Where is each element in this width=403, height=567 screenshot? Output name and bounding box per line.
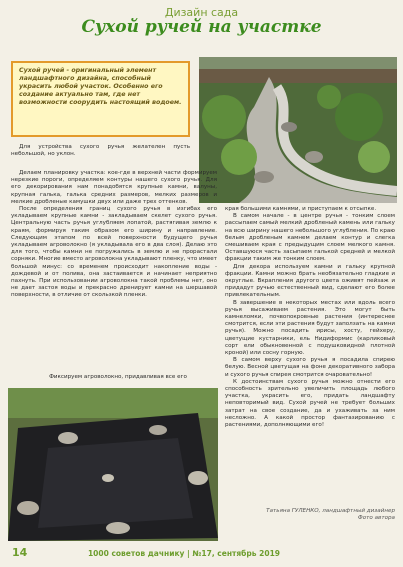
text-column-2 — [225, 206, 395, 429]
paragraph: В завершение в некоторых местах или вдоль всего ручья высаживаем растения. Это могут быть камнеломки, почвопокровные растения (интереснее смотрится, если эти растения будут заползать на камни ручья). Можно посадить ирисы, хосту, гейхеру, цветущие кустарники, ель Нидиформис (карликовый сорт ели обыкновенной с подушковидной плотной кроной) или сосну горную. — [225, 299, 395, 357]
page-number: 14 — [12, 546, 28, 559]
section-title: Дизайн сада — [164, 6, 239, 19]
paragraph: Для декора используем камни и гальку крупной фракции. Камни можно брать необязательно гладкие и округлые. Вкрапления другого цвета оживят пейзаж и придадут ручью естественный вид, сделают его более привлекательным. — [225, 263, 395, 299]
text-column-1-top — [11, 144, 190, 158]
author-name: Татьяна ГУЛЕНКО, ландшафтный дизайнер — [266, 508, 395, 514]
author-signature — [225, 508, 395, 522]
article-title: Сухой ручей на участке — [81, 17, 322, 37]
paragraph: В самом верху сухого ручья я посадила спирею белую. Весной цветущая на фоне декоративного забора и сухого ручья спирея смотрится очаровательно! — [225, 357, 395, 378]
lead-text: Сухой ручей - оригинальный элемент ландшафтного дизайна, способный украсить любой участок. Особенно его создание актуально там, где нет возможности соорудить настоящий водоем. — [19, 67, 182, 106]
text-column-1 — [11, 170, 217, 300]
paragraph: В самом начале - в центре ручья - тонким слоем рассыпаем самый мелкий дробленый камень или гальку на всю ширину нашего небольшого углубления. По краю белым дробленым камнем делаем контур и слегка смешиваем края с предыдущим слоем мелкого камня. Оставшуюся часть засыпаем галькой средней и мелкой фракции таким же тонким слоем. — [225, 213, 396, 263]
garden-photo-top — [199, 57, 397, 203]
journal-info: 1000 советов дачнику | №17, сентябрь 2019 — [87, 549, 281, 558]
paragraph: Для устройства сухого ручья желателен пусть небольшой, но уклон. — [11, 144, 190, 158]
photo-caption: Фиксируем агроволокно, придавливая все его — [49, 374, 187, 380]
paragraph: Делаем планировку участка: кое-где в верхней части формируем нерезкие пороги, определяем контуры нашего сухого ручья. Для его декорирования нам понадобятся крупные камни, валуны, крупная галька, галька средних размеров, мелких размеров и мелкие дробленые камушки двух или даже трех оттенков. — [11, 170, 217, 205]
lead-box — [11, 61, 190, 137]
photo-credit: Фото автора — [357, 515, 395, 522]
garden-photo-bottom — [8, 388, 218, 541]
paragraph: К достоинствам сухого ручья можно отнести его способность зрительно увеличить площадь любого участка, украсить его, придать ландшафту неповторимый вид. Сухой ручей не требует больших затрат на свое создание, да и ухаживать за ним несложно. А какой простор фантазированию с растениями, дополняющими его! — [225, 378, 395, 429]
paragraph: края большими камнями, и приступаем к отсыпке. — [225, 206, 377, 212]
paragraph: После определения границ сухого ручья в изгибах его укладываем крупные камни - закладываем скелет сухого ручья. Центральную часть ручья углубляем лопатой, растягивая землю к краям, формируя таким образом его ширину и направление. Следующим этапом по всей поверхности будущего ручья укладываем агроволокно (я укладывала его в два слоя). Делаю это для того, чтобы камни не погружались в землю и не прорастали сорняки. Многие вместо агроволокна укладывают пленку, что имеет большой минус: со временем происходит накопление воды - дождевой и от полива, она застаивается и начинает неприятно пахнуть. При использовании агроволокна такой проблемы нет, оно не дает застоя воды и прекрасно дренирует камни на шершавой поверхности, в отличие от скользкой пленки. — [11, 206, 217, 299]
